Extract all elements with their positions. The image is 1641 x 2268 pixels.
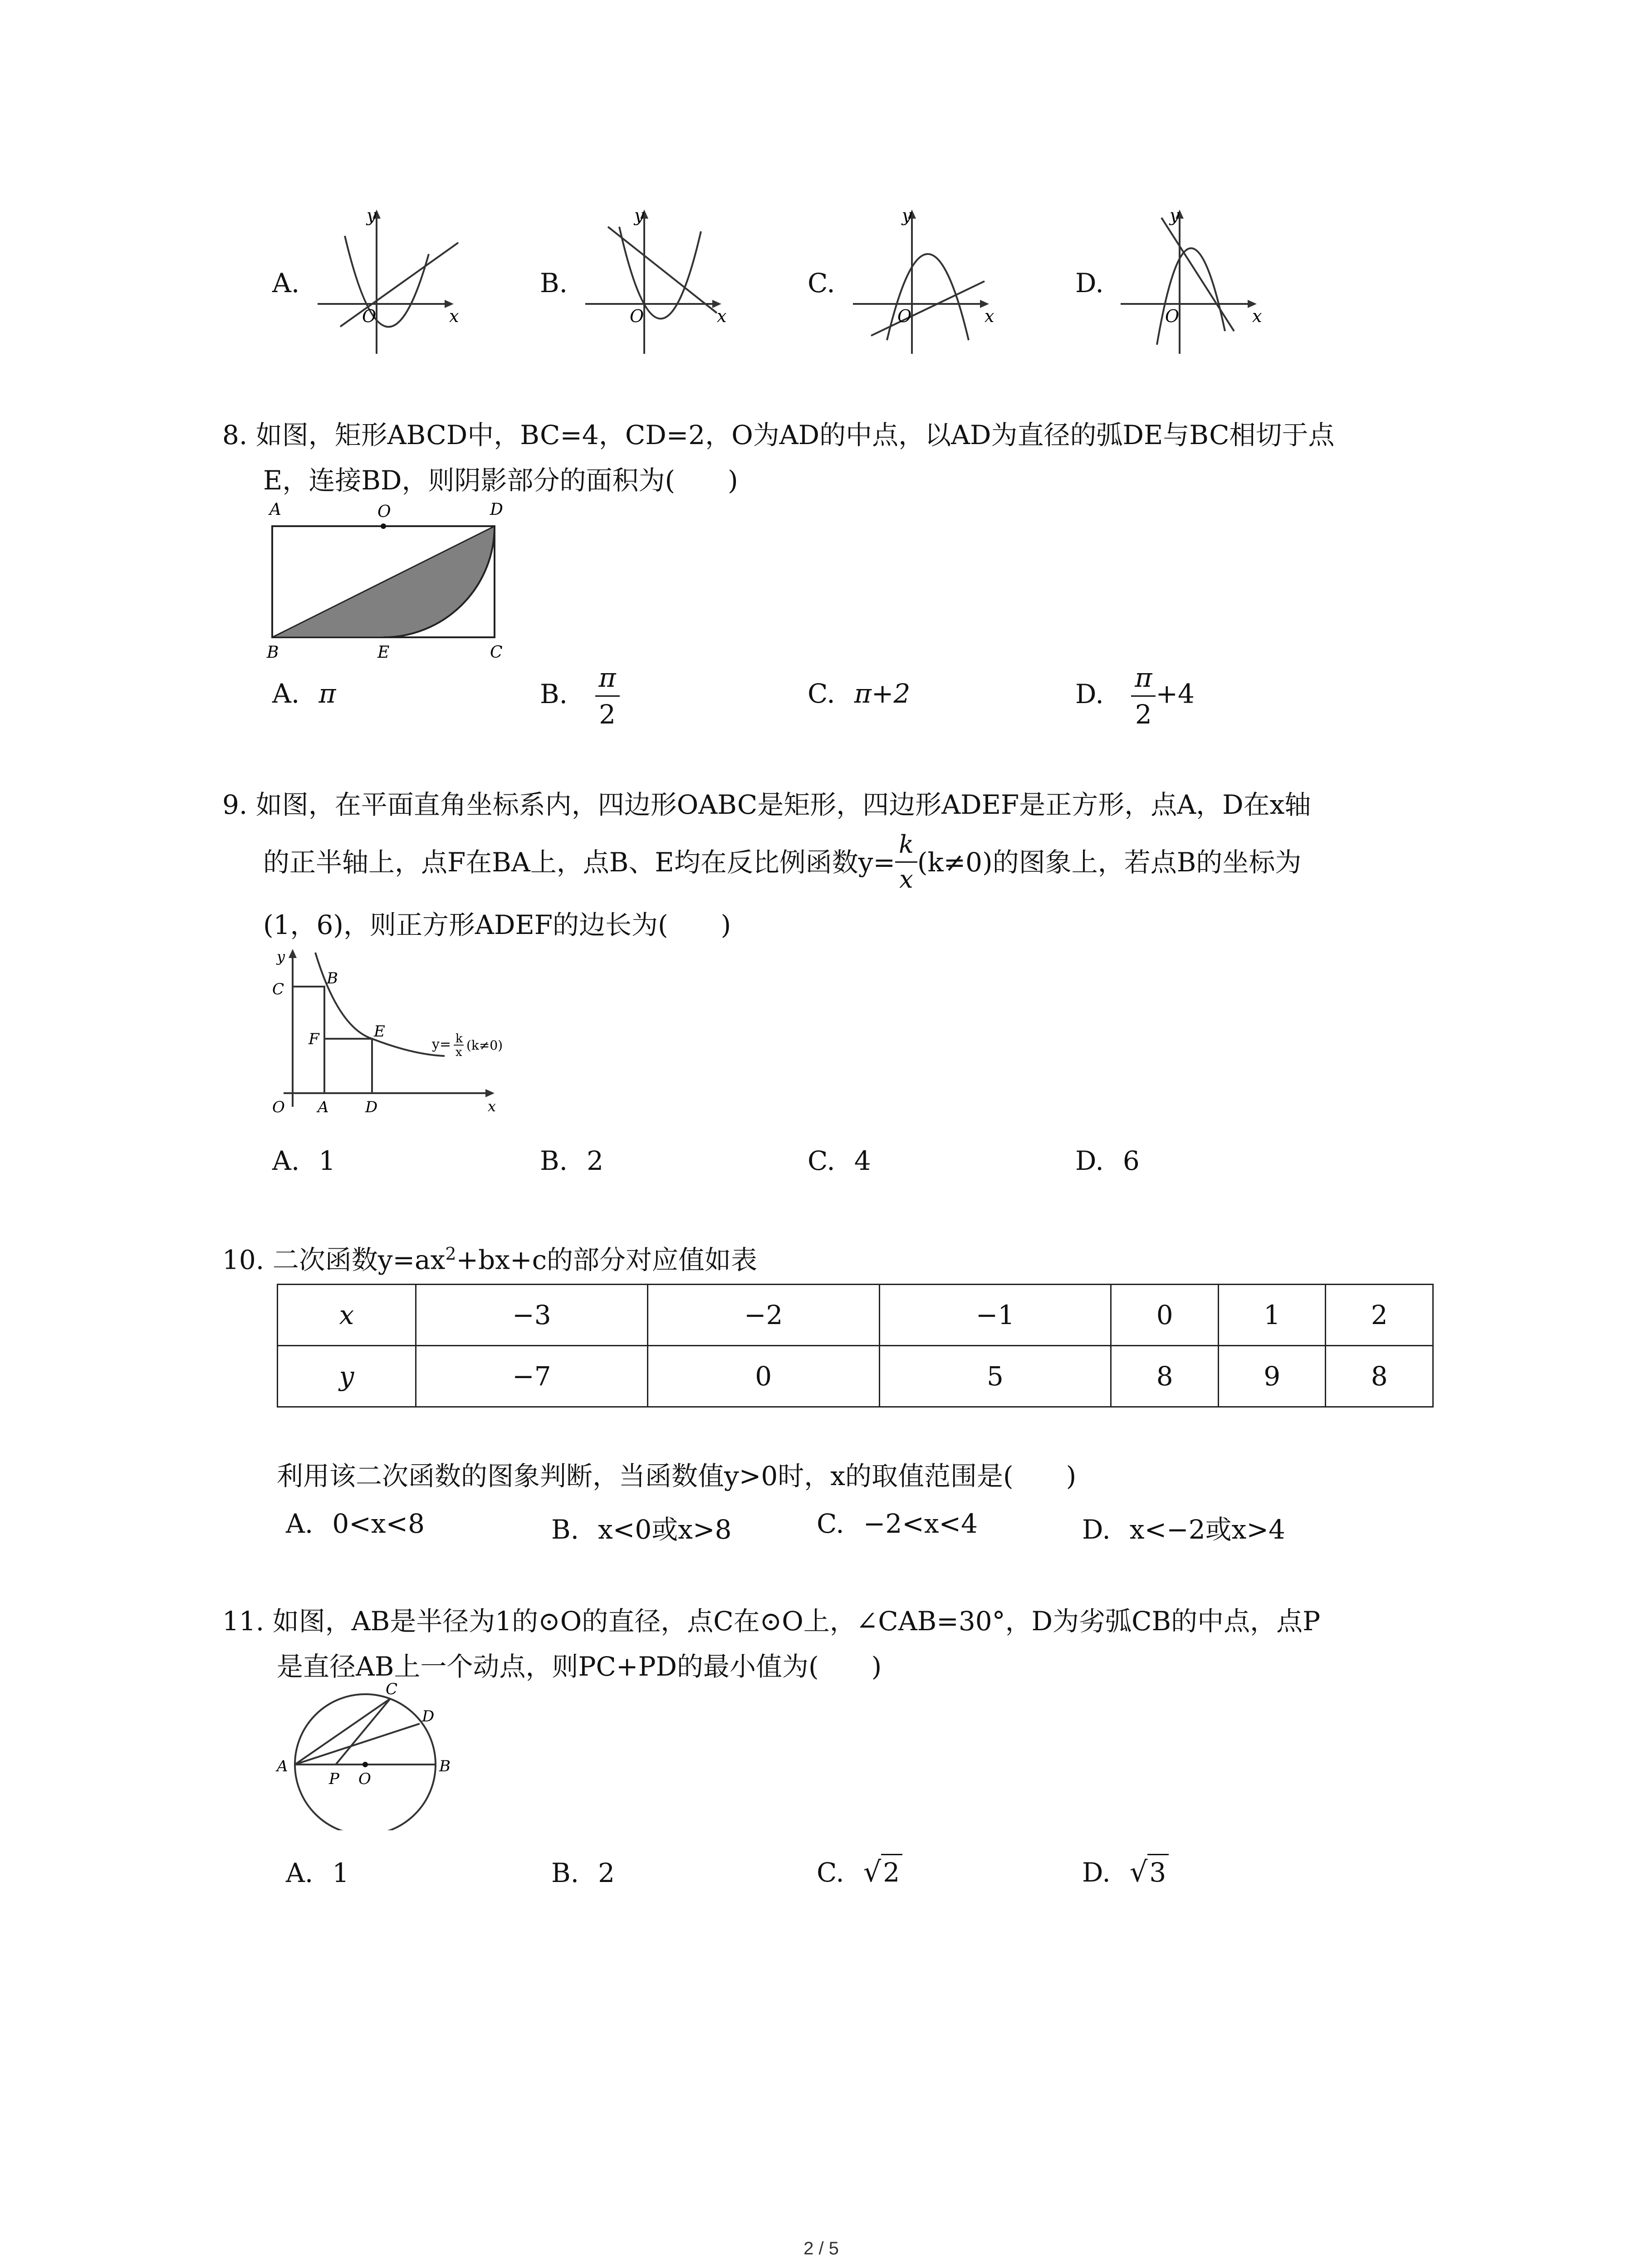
q9-option-c: C. 4 xyxy=(808,1145,871,1176)
q8-option-d: D. $\frac{\pi}{2}$ +4 xyxy=(1075,662,1195,730)
q8-option-a: A. π xyxy=(272,678,336,709)
table-row: y −7 0 5 8 9 8 xyxy=(278,1346,1433,1407)
q9-option-b: B. 2 xyxy=(540,1145,603,1176)
q10-option-d: D. x<−2或x>4 xyxy=(1082,1514,1285,1545)
origin-label: O xyxy=(362,306,377,326)
q11-option-c: C. √2 xyxy=(817,1855,902,1888)
axis-y-label: y xyxy=(367,209,377,225)
svg-text:O: O xyxy=(630,306,644,326)
svg-text:O: O xyxy=(377,503,391,521)
page-number: 2 / 5 xyxy=(803,2239,839,2258)
svg-text:x: x xyxy=(1252,306,1262,326)
point-o xyxy=(362,1762,368,1767)
svg-text:E: E xyxy=(377,643,390,662)
svg-text:O: O xyxy=(272,1098,285,1116)
q7-graph-b xyxy=(581,209,735,358)
svg-text:B: B xyxy=(439,1757,451,1775)
q11-line2: 是直径AB上一个动点，则PC+PD的最小值为( ) xyxy=(277,1651,882,1682)
q9-line2: 的正半轴上，点F在BA上，点B、E均在反比例函数y= $\frac{k}{x}$ (k≠0)的图象上，若点B的坐标为 xyxy=(263,830,1302,894)
svg-text:D: D xyxy=(422,1707,435,1725)
chord-ac xyxy=(295,1699,390,1765)
svg-text:A: A xyxy=(269,500,281,519)
svg-text:F: F xyxy=(309,1030,319,1048)
chord-ad xyxy=(295,1724,420,1765)
square-adef xyxy=(324,1039,372,1093)
svg-text:k: k xyxy=(456,1032,463,1046)
svg-text:(k≠0): (k≠0) xyxy=(466,1038,503,1053)
svg-text:y: y xyxy=(634,209,644,225)
shaded-region xyxy=(272,526,495,637)
svg-text:x: x xyxy=(488,1098,496,1115)
svg-text:B: B xyxy=(267,643,279,662)
svg-text:x: x xyxy=(985,306,994,326)
q8-line1: 8. 如图，矩形ABCD中，BC=4，CD=2，O为AD的中点，以AD为直径的弧DE与BC相切于点 xyxy=(222,420,1335,450)
svg-text:D: D xyxy=(490,500,503,519)
q8-option-b: B. $\frac{\pi}{2}$ xyxy=(540,665,620,728)
parabola xyxy=(345,236,429,327)
svg-text:O: O xyxy=(358,1770,371,1788)
svg-text:y: y xyxy=(1170,209,1180,225)
q10-title: 10. 二次函数$y=ax^2+bx+c$的部分对应值如表 xyxy=(222,1244,758,1276)
q8-option-c: C. π+2 xyxy=(808,678,911,709)
q11-option-a: A. 1 xyxy=(286,1857,349,1888)
svg-text:O: O xyxy=(897,306,912,326)
svg-text:E: E xyxy=(374,1022,385,1041)
svg-text:O: O xyxy=(1165,306,1180,326)
svg-text:A: A xyxy=(277,1757,288,1775)
q10-option-a: A. 0<x<8 xyxy=(286,1508,425,1539)
q9-option-a: A. 1 xyxy=(272,1145,336,1176)
q8-line2: E，连接BD，则阴影部分的面积为( ) xyxy=(263,465,738,496)
svg-text:C: C xyxy=(272,980,284,998)
q7-option-a-label: A. xyxy=(272,268,300,298)
svg-text:y: y xyxy=(277,948,285,965)
q10-option-c: C. −2<x<4 xyxy=(817,1508,978,1539)
axis-x-label: x xyxy=(449,306,459,326)
q9-line3: (1，6)，则正方形ADEF的边长为( ) xyxy=(263,909,731,940)
q7-graph-d xyxy=(1116,209,1270,358)
q9-figure xyxy=(263,943,517,1116)
svg-text:x: x xyxy=(717,306,727,326)
svg-text:A: A xyxy=(318,1098,329,1116)
q7-option-c-label: C. xyxy=(808,268,835,298)
q10-value-table xyxy=(277,1284,1434,1408)
point-o xyxy=(381,523,386,529)
svg-text:C: C xyxy=(386,1681,398,1698)
svg-text:B: B xyxy=(327,969,338,987)
q10-option-b: B. x<0或x>8 xyxy=(551,1514,732,1545)
q11-option-b: B. 2 xyxy=(551,1857,615,1888)
q11-figure xyxy=(268,1681,476,1830)
q7-graph-c xyxy=(848,209,1003,358)
q10-question: 利用该二次函数的图象判断，当函数值y>0时，x的取值范围是( ) xyxy=(277,1461,1077,1491)
q7-option-d-label: D. xyxy=(1075,268,1104,298)
q11-option-d: D. √3 xyxy=(1082,1855,1169,1888)
q11-line1: 11. 如图，AB是半径为1的⊙O的直径，点C在⊙O上，∠CAB=30°，D为劣弧CB的中点，点P xyxy=(222,1606,1321,1637)
svg-text:P: P xyxy=(329,1770,339,1788)
q9-option-d: D. 6 xyxy=(1075,1145,1140,1176)
svg-text:C: C xyxy=(490,643,503,662)
q7-option-b-label: B. xyxy=(540,268,568,298)
svg-text:D: D xyxy=(365,1098,378,1116)
svg-text:y=: y= xyxy=(432,1036,451,1052)
q8-figure xyxy=(263,494,508,662)
svg-text:x: x xyxy=(456,1046,462,1059)
svg-text:y: y xyxy=(902,209,912,225)
q7-graph-a xyxy=(313,209,467,358)
table-row: x −3 −2 −1 0 1 2 xyxy=(278,1285,1433,1346)
q9-line1: 9. 如图，在平面直角坐标系内，四边形OABC是矩形，四边形ADEF是正方形，点A，D在x轴 xyxy=(222,789,1311,820)
